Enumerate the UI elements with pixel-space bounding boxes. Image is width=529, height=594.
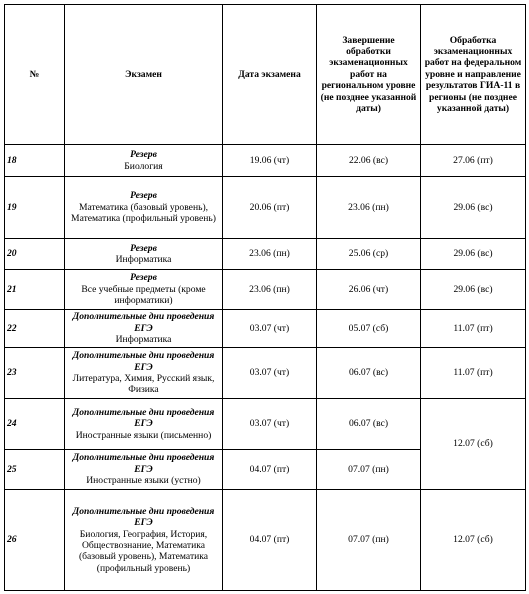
row-num: 18 <box>5 145 65 177</box>
row-num: 26 <box>5 490 65 591</box>
exam-label: Резерв <box>130 190 157 202</box>
exam-subject: Информатика <box>115 334 172 346</box>
exam-label: Резерв <box>130 242 157 254</box>
exam-cell <box>65 239 223 270</box>
table-row <box>5 310 526 348</box>
exam-date: 03.07 (чт) <box>223 310 317 348</box>
regional-date: 06.07 (вс) <box>317 399 421 450</box>
exam-date: 04.07 (пт) <box>223 490 317 591</box>
row-num: 19 <box>5 177 65 239</box>
table-row <box>5 270 526 310</box>
header-date: Дата экзамена <box>223 5 317 145</box>
exam-date: 03.07 (чт) <box>223 348 317 399</box>
header-num: № <box>5 5 65 145</box>
exam-label: Резерв <box>130 272 157 284</box>
exam-cell <box>65 490 223 591</box>
federal-date: 29.06 (вс) <box>421 177 526 239</box>
federal-date: 29.06 (вс) <box>421 239 526 270</box>
header-row <box>5 5 526 145</box>
table-row <box>5 239 526 270</box>
row-num: 22 <box>5 310 65 348</box>
exam-cell <box>65 270 223 310</box>
exam-subject: Биология, География, История, Обществознание, Математика (базовый уровень), Математика (профильный уровень) <box>78 528 209 574</box>
exam-subject: Информатика <box>115 254 172 265</box>
regional-date: 22.06 (вс) <box>317 145 421 177</box>
header-exam: Экзамен <box>65 5 223 145</box>
federal-date: 11.07 (пт) <box>421 310 526 348</box>
exam-subject: Литература, Химия, Русский язык, Физика <box>72 373 215 396</box>
table-row <box>5 177 526 239</box>
exam-label: Дополнительные дни проведения ЕГЭ <box>72 406 215 430</box>
table-row <box>5 490 526 591</box>
exam-cell <box>65 348 223 399</box>
exam-label: Дополнительные дни проведения ЕГЭ <box>72 311 215 334</box>
exam-date: 23.06 (пн) <box>223 239 317 270</box>
row-num: 20 <box>5 239 65 270</box>
exam-date: 19.06 (чт) <box>223 145 317 177</box>
table-row <box>5 348 526 399</box>
header-federal: Обработка экзаменационных работ на федеральном уровне и направление результатов ГИА-11 в регионы (не позднее указанной даты) <box>421 5 526 145</box>
exam-date: 04.07 (пт) <box>223 450 317 490</box>
federal-date: 11.07 (пт) <box>421 348 526 399</box>
exam-label: Дополнительные дни проведения ЕГЭ <box>72 505 215 529</box>
regional-date: 07.07 (пн) <box>317 490 421 591</box>
exam-subject: Биология <box>124 160 163 172</box>
exam-cell <box>65 145 223 177</box>
exam-cell <box>65 399 223 450</box>
regional-date: 23.06 (пн) <box>317 177 421 239</box>
exam-subject: Все учебные предметы (кроме информатики) <box>81 283 206 307</box>
regional-date: 05.07 (сб) <box>317 310 421 348</box>
exam-label: Резерв <box>130 149 157 161</box>
exam-date: 20.06 (пт) <box>223 177 317 239</box>
federal-date: 12.07 (сб) <box>421 490 526 591</box>
exam-subject: Иностранные языки (устно) <box>86 475 201 487</box>
regional-date: 26.06 (чт) <box>317 270 421 310</box>
exam-subject: Иностранные языки (письменно) <box>75 429 212 441</box>
exam-label: Дополнительные дни проведения ЕГЭ <box>72 350 215 373</box>
exam-cell <box>65 450 223 490</box>
regional-date: 25.06 (ср) <box>317 239 421 270</box>
row-num: 21 <box>5 270 65 310</box>
federal-date: 12.07 (сб) <box>421 399 526 490</box>
exam-date: 23.06 (пн) <box>223 270 317 310</box>
exam-date: 03.07 (чт) <box>223 399 317 450</box>
table-row <box>5 145 526 177</box>
regional-date: 06.07 (вс) <box>317 348 421 399</box>
table-row <box>5 399 526 450</box>
row-num: 25 <box>5 450 65 490</box>
exam-cell <box>65 310 223 348</box>
row-num: 24 <box>5 399 65 450</box>
federal-date: 29.06 (вс) <box>421 270 526 310</box>
exam-cell <box>65 177 223 239</box>
regional-date: 07.07 (пн) <box>317 450 421 490</box>
header-regional: Завершение обработки экзаменационных работ на региональном уровне (не позднее указанной даты) <box>317 5 421 145</box>
row-num: 23 <box>5 348 65 399</box>
exam-label: Дополнительные дни проведения ЕГЭ <box>72 452 215 475</box>
exam-subject: Математика (базовый уровень), Математика (профильный уровень) <box>71 201 216 225</box>
exam-schedule-table <box>4 4 526 591</box>
federal-date: 27.06 (пт) <box>421 145 526 177</box>
